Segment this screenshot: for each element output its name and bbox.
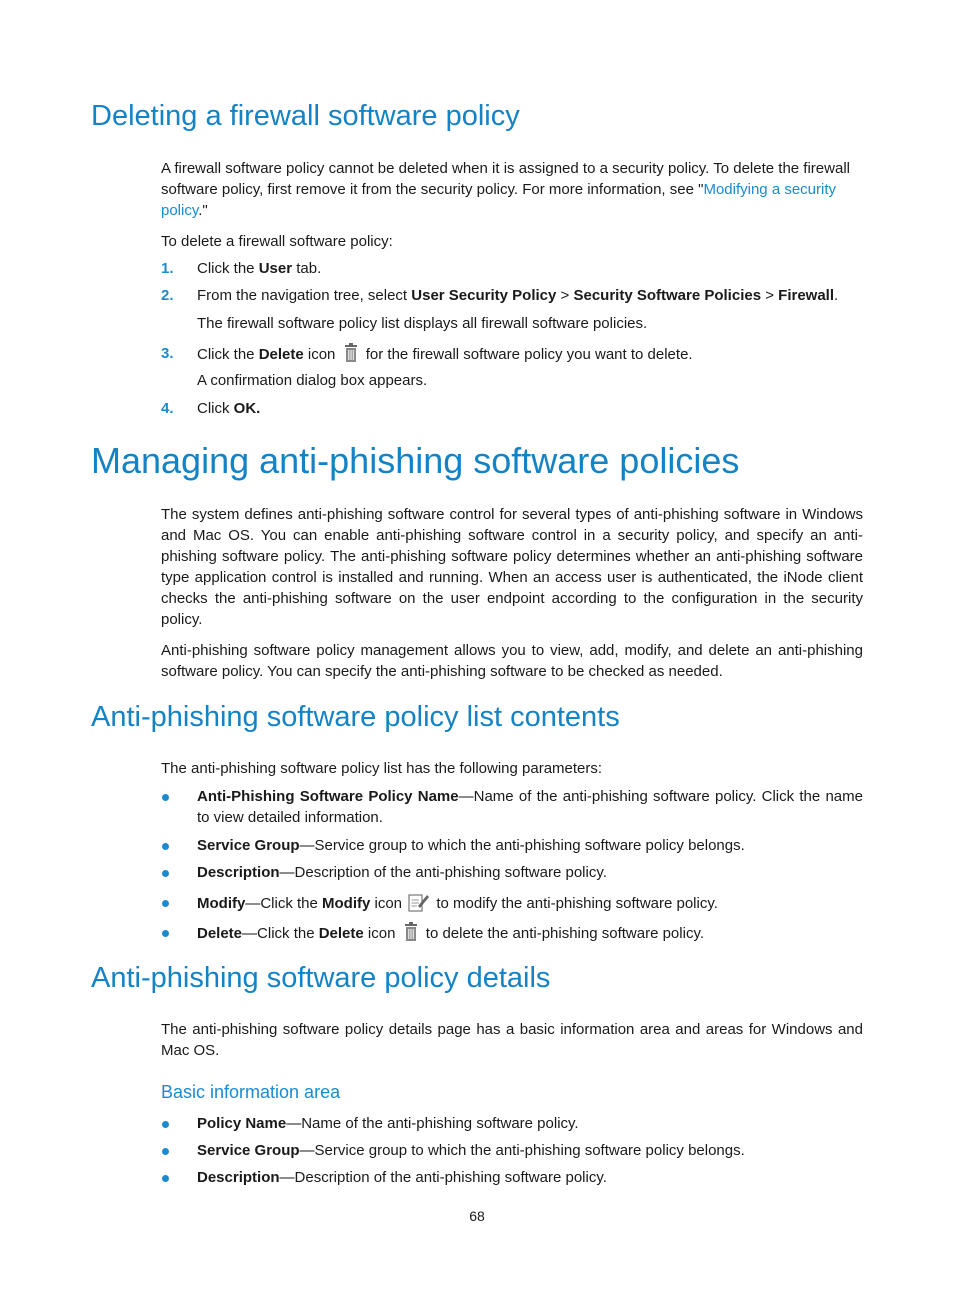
managing-paragraph-2: Anti-phishing software policy management allows you to view, add, modify, and delete an anti-phishing software policy. You can specify the anti-phishing software to be checked as needed. xyxy=(161,642,863,680)
bullet-dot xyxy=(162,870,169,877)
bullet-dot xyxy=(162,794,169,801)
subheading-basic-information: Basic information area xyxy=(161,1082,341,1102)
list-item-policy-name: Anti-Phishing Software Policy Name—Name of the anti-phishing software policy. Click the name to view detailed information. xyxy=(197,788,863,826)
managing-paragraph-1: The system defines anti-phishing software control for several types of anti-phishing software in Windows and Mac OS. You can enable anti-phishing software control in a security policy, and specify an anti-phishing software policy. The anti-phishing software policy determines whether an anti-phishing software type application control is installed and running. When an access user is authenticated, the iNode client checks the anti-phishing software on the user endpoint according to the configuration in the security policy. xyxy=(161,506,863,628)
heading-deleting-firewall-policy: Deleting a firewall software policy xyxy=(91,100,520,132)
bullet-dot xyxy=(162,843,169,850)
procedure-lead: To delete a firewall software policy: xyxy=(161,233,393,250)
step-number: 1. xyxy=(161,260,174,277)
trash-icon xyxy=(402,922,420,942)
step-4: Click OK. xyxy=(197,400,261,417)
list-item-modify: Modify—Click the Modify icon to modify the anti-phishing software policy. xyxy=(197,892,863,914)
step-3: Click the Delete icon for the firewall software policy you want to delete. xyxy=(197,343,693,365)
edit-icon xyxy=(408,892,430,912)
list-item-service-group: Service Group—Service group to which the anti-phishing software policy belongs. xyxy=(197,837,745,854)
bullet-dot xyxy=(162,1175,169,1182)
trash-icon xyxy=(342,343,360,363)
intro-line-1: A firewall software policy cannot be deleted when it is assigned to a security policy. To delete the firewall xyxy=(161,160,850,177)
detail-item-description: Description—Description of the anti-phishing software policy. xyxy=(197,1169,607,1186)
modifying-security-policy-link-cont[interactable]: policy xyxy=(161,202,199,219)
step-1: Click the User tab. xyxy=(197,260,322,277)
detail-item-policy-name: Policy Name—Name of the anti-phishing software policy. xyxy=(197,1115,579,1132)
step-number: 2. xyxy=(161,287,174,304)
bullet-dot xyxy=(162,1121,169,1128)
intro-line-2: software policy, first remove it from the security policy. For more information, see "Modifying a security xyxy=(161,181,837,198)
step-2-result: The firewall software policy list displays all firewall software policies. xyxy=(197,315,648,332)
step-number: 3. xyxy=(161,345,174,362)
bullet-dot xyxy=(162,900,169,907)
heading-list-contents: Anti-phishing software policy list contents xyxy=(91,701,620,733)
step-2: From the navigation tree, select User Security Policy > Security Software Policies > Firewall. xyxy=(197,287,839,304)
heading-managing-anti-phishing: Managing anti-phishing software policies xyxy=(91,440,740,481)
bullet-dot xyxy=(162,930,169,937)
step-number: 4. xyxy=(161,400,174,417)
details-paragraph: The anti-phishing software policy details page has a basic information area and areas for Windows and Mac OS. xyxy=(161,1021,863,1059)
intro-line-3: policy." xyxy=(161,202,208,219)
list-item-description: Description—Description of the anti-phishing software policy. xyxy=(197,864,607,881)
list-item-delete: Delete—Click the Delete icon to delete the anti-phishing software policy. xyxy=(197,922,863,944)
page-number: 68 xyxy=(469,1208,485,1224)
list-lead: The anti-phishing software policy list has the following parameters: xyxy=(161,760,603,777)
bullet-dot xyxy=(162,1148,169,1155)
heading-policy-details: Anti-phishing software policy details xyxy=(91,962,551,994)
detail-item-service-group: Service Group—Service group to which the anti-phishing software policy belongs. xyxy=(197,1142,745,1159)
step-3-result: A confirmation dialog box appears. xyxy=(197,372,428,389)
modifying-security-policy-link[interactable]: Modifying a security xyxy=(703,181,837,198)
